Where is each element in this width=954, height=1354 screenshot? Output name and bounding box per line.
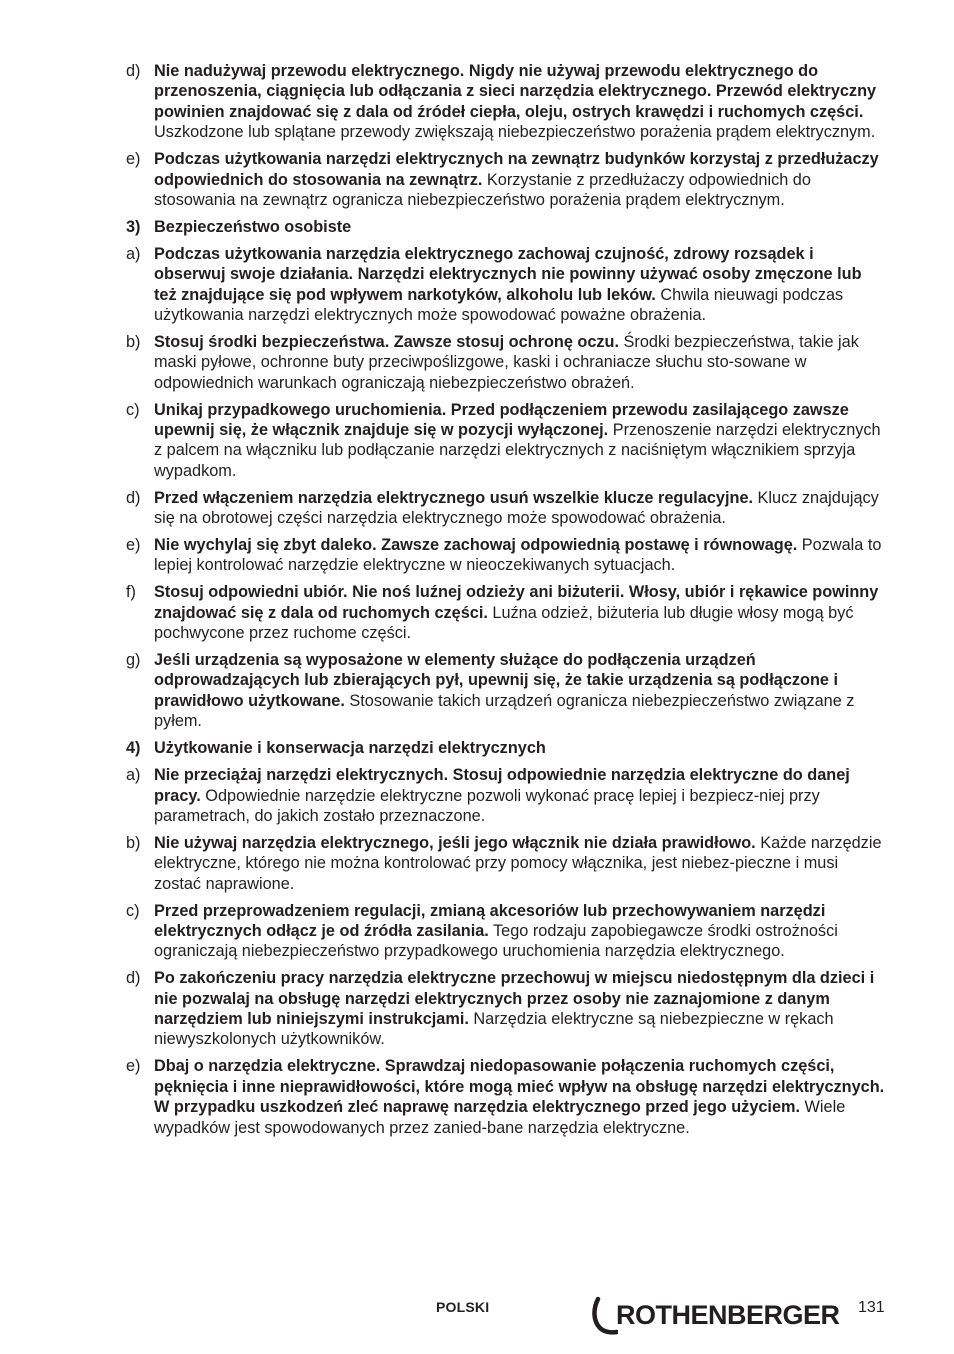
item-normal-text: Stosowanie takich urządzeń ogranicza niebezpieczeństwo związane z pyłem. [154,691,855,731]
list-item [126,901,888,962]
item-text [154,332,888,393]
list-item [126,149,888,210]
item-text [154,535,888,576]
item-normal-text: Wiele wypadków jest spowodowanych przez zanied-bane narzędzia elektryczne. [154,1098,846,1137]
item-bold-text: Podczas użytkowania narzędzia elektrycznego zachowaj czujność, zdrowy rozsądek i obserwuj swoje działania. Narzędzi elektrycznych nie powinny używać osoby zmęczone lub też znajdujące się pod wpływem narkotyków, alkoholu lub leków. [154,244,862,304]
list-item [126,400,888,482]
item-marker: d) [126,488,141,507]
item-text [154,61,888,143]
item-bold-text: Dbaj o narzędzia elektryczne. Sprawdzaj niedopasowanie połączenia ruchomych części, pęknięcia i inne nieprawidłowości, które mogą mieć wpływ na obsługę narzędzi elektrycznych. W przypadku uszkodzeń zleć naprawę narzędzia elektrycznego przed jego użyciem. [154,1057,885,1117]
item-text [154,738,888,758]
list-item [126,582,888,643]
item-text [154,833,888,894]
section-heading [126,217,888,237]
item-normal-text: Odpowiednie narzędzie elektryczne pozwoli wykonać pracę lepiej i bezpiecz-niej przy parametrach, do jakich zostało przeznaczone. [154,786,820,825]
item-text [154,149,888,210]
item-text [154,765,888,826]
list-item [126,650,888,732]
item-bold-text: Nie nadużywaj przewodu elektrycznego. Nigdy nie używaj przewodu elektrycznego do przenoszenia, ciągnięcia lub odłączania z sieci narzędzia elektrycznego. Przewód elektryczny powinien znajdować się z dala od źródeł ciepła, oleju, ostrych krawędzi i ruchomych części. [154,62,877,121]
item-bold-text: Nie wychylaj się zbyt daleko. Zawsze zachowaj odpowiednią postawę i równowagę. [154,536,798,555]
item-bold-text: Bezpieczeństwo osobiste [154,217,352,236]
list-item [126,535,888,576]
item-bold-text: Nie używaj narzędzia elektrycznego, jeśli jego włącznik nie działa prawidłowo. [154,833,756,852]
item-bold-text: Przed włączeniem narzędzia elektrycznego usuń wszelkie klucze regulacyjne. [154,488,754,507]
item-bold-text: Unikaj przypadkowego uruchomienia. Przed podłączeniem przewodu zasilającego zawsze upewnij się, że włącznik znajduje się w pozycji wyłączonej. [154,400,849,439]
item-marker: b) [126,332,141,351]
list-item [126,765,888,826]
item-bold-text: Użytkowanie i konserwacja narzędzi elektrycznych [154,739,546,758]
item-marker: c) [126,400,140,419]
item-marker: a) [126,244,141,263]
brand-logo [592,1293,840,1337]
item-marker: e) [126,536,141,555]
item-normal-text: Luźna odzież, biżuteria lub długie włosy mogą być pochwycone przez ruchome części. [154,603,854,643]
item-text [154,217,888,237]
item-marker: d) [126,62,141,80]
item-marker: g) [126,651,141,670]
list-item [126,1056,888,1138]
item-text [154,582,888,643]
item-marker: c) [126,901,140,920]
brand-wordmark: ROTHENBERGER [616,1299,840,1330]
item-bold-text: Podczas użytkowania narzędzi elektrycznych na zewnątrz budynków korzystaj z przedłużaczy odpowiednich do stosowania na zewnątrz. [154,150,879,189]
item-marker: b) [126,833,141,852]
item-text [154,488,888,529]
logo-hook-icon [592,1295,618,1335]
item-bold-text: Jeśli urządzenia są wyposażone w elementy służące do podłączenia urządzeń odprowadzających lub zbierających pył, upewnij się, że takie urządzenia są podłączone i prawidłowo użytkowane. [154,651,839,710]
item-normal-text: Tego rodzaju zapobiegawcze środki ostrożności ograniczają niebezpieczeństwo przypadkowego uruchomienia narzędzia elektrycznego. [154,921,838,961]
page-number: 131 [858,1299,885,1316]
list-item [126,61,888,143]
section-heading [126,738,888,758]
item-bold-text: Stosuj odpowiedni ubiór. Nie noś luźnej odzieży ani biżuterii. Włosy, ubiór i rękawice powinny znajdować się z dala od ruchomych części. [154,583,879,622]
item-normal-text: Narzędzia elektryczne są niebezpieczne w rękach niewyszkolonych użytkowników. [154,1010,834,1049]
instruction-list [126,61,888,1145]
item-normal-text: Klucz znajdujący się na obrotowej części narzędzia elektrycznego może spowodować obrażenia. [154,488,879,528]
item-marker: d) [126,969,141,988]
item-marker: e) [126,150,141,169]
item-normal-text: Każde narzędzie elektryczne, którego nie można kontrolować przy pomocy włącznika, jest niebez-pieczne i musi zostać naprawione. [154,833,882,893]
item-marker: 3) [126,217,141,236]
item-normal-text: Chwila nieuwagi podczas użytkowania narzędzi elektrycznych może spowodować poważne obrażenia. [154,285,844,324]
item-text [154,400,888,482]
item-text [154,968,888,1050]
item-marker: e) [126,1057,141,1076]
item-normal-text: Korzystanie z przedłużaczy odpowiednich do stosowania na zewnątrz ogranicza niebezpieczeństwo porażenia prądem elektrycznym. [154,170,811,209]
item-bold-text: Nie przeciążaj narzędzi elektrycznych. Stosuj odpowiednie narzędzia elektryczne do danej pracy. [154,766,850,805]
item-marker: f) [126,583,136,602]
list-item [126,332,888,393]
list-item [126,968,888,1050]
item-bold-text: Po zakończeniu pracy narzędzia elektryczne przechowuj w miejscu niedostępnym dla dzieci i nie pozwalaj na obsługę narzędzi elektrycznych przez osoby nie zaznajomione z danym narzędziem lub niniejszymi instrukcjami. [154,969,875,1029]
item-bold-text: Przed przeprowadzeniem regulacji, zmianą akcesoriów lub przechowywaniem narzędzi elektrycznych odłącz je od źródła zasilania. [154,901,826,940]
list-item [126,244,888,326]
item-normal-text: Przenoszenie narzędzi elektrycznych z palcem na włączniku lub podłączanie narzędzi elektrycznych z naciśniętym włącznikiem sprzyja wypadkom. [154,421,881,480]
item-bold-text: Stosuj środki bezpieczeństwa. Zawsze stosuj ochronę oczu. [154,332,620,351]
item-normal-text: Uszkodzone lub splątane przewody zwiększają niebezpieczeństwo porażenia prądem elektrycznym. [154,123,876,142]
item-text [154,244,888,326]
item-normal-text: Pozwala to lepiej kontrolować narzędzie elektryczne w nieoczekiwanych sytuacjach. [154,536,882,575]
list-item [126,833,888,894]
item-marker: a) [126,766,141,785]
footer-language: POLSKI [436,1299,490,1315]
item-text [154,1056,888,1138]
list-item [126,488,888,529]
item-text [154,650,888,732]
item-marker: 4) [126,739,141,758]
item-text [154,901,888,962]
item-normal-text: Środki bezpieczeństwa, takie jak maski pyłowe, ochronne buty przeciwpoślizgowe, kaski i ochraniacze słuchu sto-sowane w odpowiednich warunkach ograniczają niebezpieczeństwo obrażeń. [154,332,859,392]
